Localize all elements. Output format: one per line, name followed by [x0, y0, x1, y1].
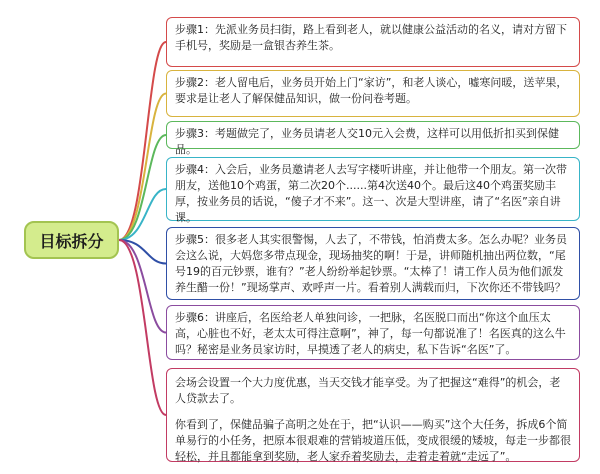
- branch-step-3[interactable]: [166, 121, 580, 156]
- connector-line-6: [119, 240, 166, 333]
- branch-step-5[interactable]: [166, 227, 580, 300]
- branch-step-2[interactable]: [166, 70, 580, 117]
- branch-step-6[interactable]: [166, 305, 580, 360]
- summary-paragraph-1: 会场会设置一个大力度优惠，当天交钱才能享受。为了把握这“难得”的机会，老人贷款去了。: [175, 376, 561, 405]
- branch-summary[interactable]: [166, 368, 580, 462]
- branch-step-4[interactable]: [166, 157, 580, 224]
- central-topic-label: 目标拆分: [39, 231, 104, 251]
- branch-step-3-text: 步骤3：考题做完了，业务员请老人交10元入会费，这样可以用低折扣买到保健品。: [175, 127, 559, 156]
- branch-step-1-text: 步骤1：先派业务员扫街，路上看到老人，就以健康公益活动的名义，请对方留下手机号，奖励是一盒银杏养生茶。: [175, 23, 567, 52]
- summary-paragraph-2: 你看到了，保健品骗子高明之处在于，把“认识——购买”这个大任务，拆成6个简单易行的小任务，把原本很艰难的营销坡道压低，变成很缓的矮坡，每走一步都很轻松，并且都能拿到奖励，老人家乔着奖励去，走着走着就“走远了”。: [175, 418, 571, 463]
- central-topic[interactable]: [24, 221, 119, 259]
- branch-step-4-text: 步骤4：入会后，业务员邀请老人去写字楼听讲座，并让他带一个朋友。第一次带朋友，送他10个鸡蛋，第二次20个......第4次送40个。最后这40个鸡蛋奖励丰厚，按业务员的话说，“傻子才不来”。这一、次是大型讲座，请了“名医”亲自讲课。: [175, 163, 567, 224]
- branch-step-6-text: 步骤6：讲座后，名医给老人单独问诊，一把脉，名医脱口而出“你这个血压太高，心脏也不好，老太太可得注意啊”，神了，每一句都说准了！名医真的这么牛吗？秘密是业务员家访时，早摸透了老人的病史，私下告诉“名医”了。: [175, 311, 566, 356]
- branch-step-1[interactable]: [166, 17, 580, 67]
- branch-step-2-text: 步骤2：老人留电后，业务员开始上门“家访”，和老人谈心，嘘寒问暖，送苹果，要求是让老人了解保健品知识，做一份问卷考题。: [175, 76, 568, 105]
- branch-step-5-text: 步骤5：很多老人其实很警惕，人去了，不带钱，怕消费太多。怎么办呢？业务员会这么说，大妈您多带点现金，现场抽奖的啊！于是，讲师随机抽出两位数，“尾号19的百元钞票，谁有？”老人纷纷举起钞票。“太棒了！请工作人员为他们派发养生醋一份！”现场掌声、欢呼声一片。看着别人满载而归，下次你还不带钱吗？: [175, 233, 567, 294]
